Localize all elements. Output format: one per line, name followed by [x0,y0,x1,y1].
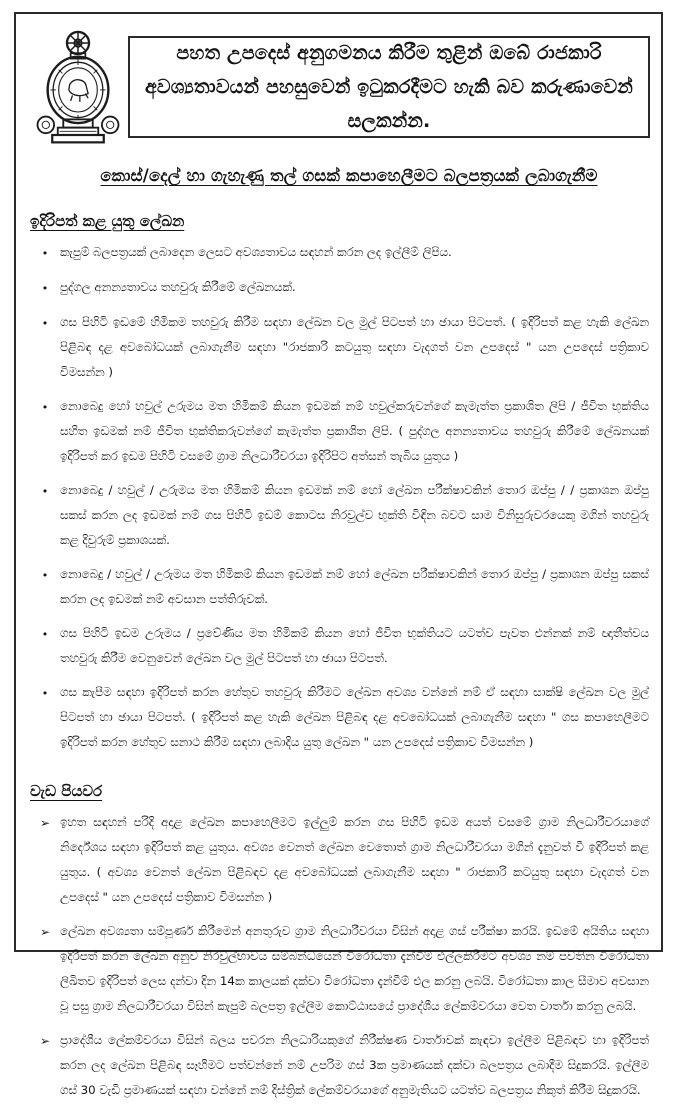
step-item-text: ඉහත සඳහන් පරිදි අදාළ ලේඛන කපාහෙලීමට ඉල්ලුම් කරන ගස පිහිටි ඉඩම අයත් වසමේ ග්‍රාම නිලධාරීවරයාගේ නිර්දේශය සඳහා ඉදිරිපත් කළ යුතුය. අවශ්‍ය වෙනත් ලේඛන වෙතොත් ග්‍රාම නිලධාරීවරයා මගින් දැනුවත් වී ඉදිරිපත් කළ යුතුය. ( අවශ්‍ය වෙනත් ලේඛන පිළිබඳව දළ අවබෝධයක් ලබාගැනීම සඳහා " රාජකාරි කටයුතු සඳහා වැදගත් වන උපදෙස් " යන උපදෙස් පත්‍රිකාව විමසන්න ) [60,815,649,904]
bullet-icon: • [41,628,49,641]
sri-lanka-emblem-icon [32,28,124,150]
section-heading-required-documents: ඉදිරිපත් කළ යුතු ලේඛන [30,212,185,230]
document-list-item [30,310,651,385]
header-notice-text: පහත උපදෙස් අනුගමනය කිරීම තුළින් ඔබේ රාජකාරි අවශ්‍යතාවයන් පහසුවෙන් ඉටුකරදීමට හැකි බව කරුණාවෙන් සලකන්න. [144,42,634,132]
required-documents-list [30,240,651,755]
document-list-item [30,240,651,266]
bullet-icon: • [41,282,49,295]
step-item-text: ප්‍රාදේශීය ලේකම්වරයා විසින් බලය පවරන නිලධාරියකුගේ නිරීක්ෂණ වාර්තාවක් කැඳවා ඉල්ලීම පිළිබඳව හා ඉදිරිපත් කරන ලද ලේඛන පිළිබඳ සෑහීමට පත්වන්නේ නම් උපරිම ගස් 3ක ප්‍රමාණයක් දක්වා බලපත්‍රය ලබාදීම සිදුකරයි. ඉල්ලීම ගස් 30 වැඩි ප්‍රමාණයක් සඳහා වන්නේ නම් දිස්ත්‍රික් ලේකම්වරයාගේ අනුමැතියට යටත්ව බලපත්‍රය නිකුත් කිරීම සිදුකරයි. [60,1033,649,1097]
header-notice-box [128,36,650,138]
bullet-icon: • [41,569,49,582]
arrow-bullet-icon: ➢ [39,816,51,830]
document-item-text: ගස පිහිටි ඉඩම උරුමය / ප්‍රවේණිය මත හිමිකම් කියන හෝ ජීවිත භුක්තියට යටත්ව පැවත එන්නක් නම් ඥාතීත්වය තහවුරු කිරීම වෙනුවෙන් ලේඛන වල මුල් පිටපත් හා ඡායා පිටපත්. [60,626,649,665]
document-list-item [30,680,651,755]
page-title: කොස්/දෙල් හා ගැහැණු තල් ගසක් කපාහෙලීමට බලපත්‍රයක් ලබාගැනීම [100,166,598,185]
document-item-text: ගස කැපීම සඳහා ඉදිරිපත් කරන හේතුව තහවුරු කිරීමට ලේඛන අවශ්‍ය වන්නේ නම් ඒ සඳහා සාක්ෂි ලේඛන වල මුල් පිටපත් හා ඡායා පිටපත්. ( ඉදිරිපත් කළ හැකි ලේඛන පිළිබඳ දළ අවබෝධයක් ලබාගැනීම සඳහා " ගස කපාහෙලීමට ඉදිරිපත් කරන හේතුව සනාථ කිරීම සඳහා ලබාදිය යුතු ලේඛන " යන උපදෙස් පත්‍රිකාව විමසන්න ) [60,685,649,749]
document-item-text: ගස පිහිටි ඉඩමේ හිමිකම තහවුරු කිරීම සඳහා ලේඛන වල මුල් පිටපත් හා ඡායා පිටපත්. ( ඉදිරිපත් කළ හැකි ලේඛන පිළිබඳ දළ අවබෝධයක් ලබාගැනීම සඳහා "රාජකාරි කටයුතු සඳහා වැදගත් වන උපදෙස් " යන උපදෙස් පත්‍රිකාව විමසන්න ) [60,315,649,379]
arrow-bullet-icon: ➢ [39,1034,51,1048]
document-page-border [14,12,663,1097]
document-item-text: නොබෙදු / හවුල් / උරුමය මත හිමිකම් කියන ඉඩමක් නම් හෝ ලේඛන පරීක්ෂාවකින් තොර ඔප්පු / / ප්‍රකාශන ඔප්පු සකස් කරන ලද ඉඩමක් නම් ගස පිහිටි ඉඩම් කොටස නිරවුල්ව භුක්ති විඳින බවට සාම විනිසුරුවරයෙකු මගින් තහවුරු කළ දිවුරුම් ප්‍රකාශයක්. [60,483,649,547]
document-item-text: පුද්ගල අනන්‍යතාවය තහවුරු කිරීමේ ලේඛනයක්. [60,280,296,294]
document-body [30,204,651,1112]
work-steps-list [30,810,651,1103]
step-list-item [30,919,651,1019]
step-list-item [30,810,651,910]
document-list-item [30,621,651,671]
bullet-icon: • [41,317,49,330]
arrow-bullet-icon: ➢ [39,925,51,939]
bullet-icon: • [41,247,49,260]
step-list-item [30,1028,651,1103]
document-item-text: කැපුම් බලපත්‍රයක් ලබාදෙන ලෙසට අවශ්‍යතාවය සඳහන් කරන ලද ඉල්ලීම් ලිපිය. [60,245,452,259]
step-item-text: ලේඛන අවශ්‍යතා සම්පූර්ණ කිරීමෙන් අනතුරුව ග්‍රාම නිලධාරීවරයා විසින් අදාළ ගස් පරීක්ෂා කරයි. ඉඩමේ අයිතිය සඳහා ඉදිරිපත් කරන ලේඛන අනුව නිරවුල්භාවය සම්බන්ධයෙන් විරෝධතා දැන්වීම් එල්ලකිරීමට අවශ්‍ය නම් පවතින විරෝධතා ලිඛිතව ඉදිරිපත් ලෙස දන්වා දින 14ක කාලයක් දක්වා විරෝධතා දැන්වීම් එල කරනු ලබයි. විරෝධතා කාල සීමාව අවසාන වූ පසු ග්‍රාම නිලධාරීවරයා විසින් කැපුම් බලපත්‍ර ඉල්ලීම කොට්ඨාසයේ ප්‍රාදේශීය ලේකම්වරයා වෙත වාර්තා කරනු ලබයි. [60,924,649,1013]
document-list-item [30,275,651,301]
document-item-text: නොබෙදු හෝ හවුල් උරුමය මත හිමිකම් කියන ඉඩමක් නම් හවුල්කරුවන්ගේ කැමැත්ත ප්‍රකාශිත ලිපි / ජීවිත භුක්තිය සහිත ඉඩමක් නම් ජීවිත භුක්තිකරුවන්ගේ කැමැත්ත ප්‍රකාශිත ලිපි. ( පුද්ගල අනන්‍යතාවය තහවුරු කිරීමේ ලේඛනයක් ඉදිරිපත් කර ඉඩම පිහිටි වසමේ ග්‍රාම නිලධාරීවරයා ඉදිරිපිට අත්සන් තැබිය යුතුය ) [60,399,649,463]
bullet-icon: • [41,687,49,700]
document-list-item [30,394,651,469]
bullet-icon: • [41,485,49,498]
document-list-item [30,562,651,612]
document-header [16,14,665,162]
bullet-icon: • [41,401,49,414]
section-heading-work-steps: වැඩ පියවර [30,782,103,800]
document-list-item [30,478,651,553]
document-item-text: නොබෙදු / හවුල් / උරුමය මත හිමිකම් කියන ඉඩමක් නම් හෝ ලේඛන පරීක්ෂාවකින් තොර ඔප්පු / ප්‍රකාශන ඔප්පු සකස් කරන ලද ඉඩමක් නම් අවසාන පත්තිරුවක්. [60,567,649,606]
